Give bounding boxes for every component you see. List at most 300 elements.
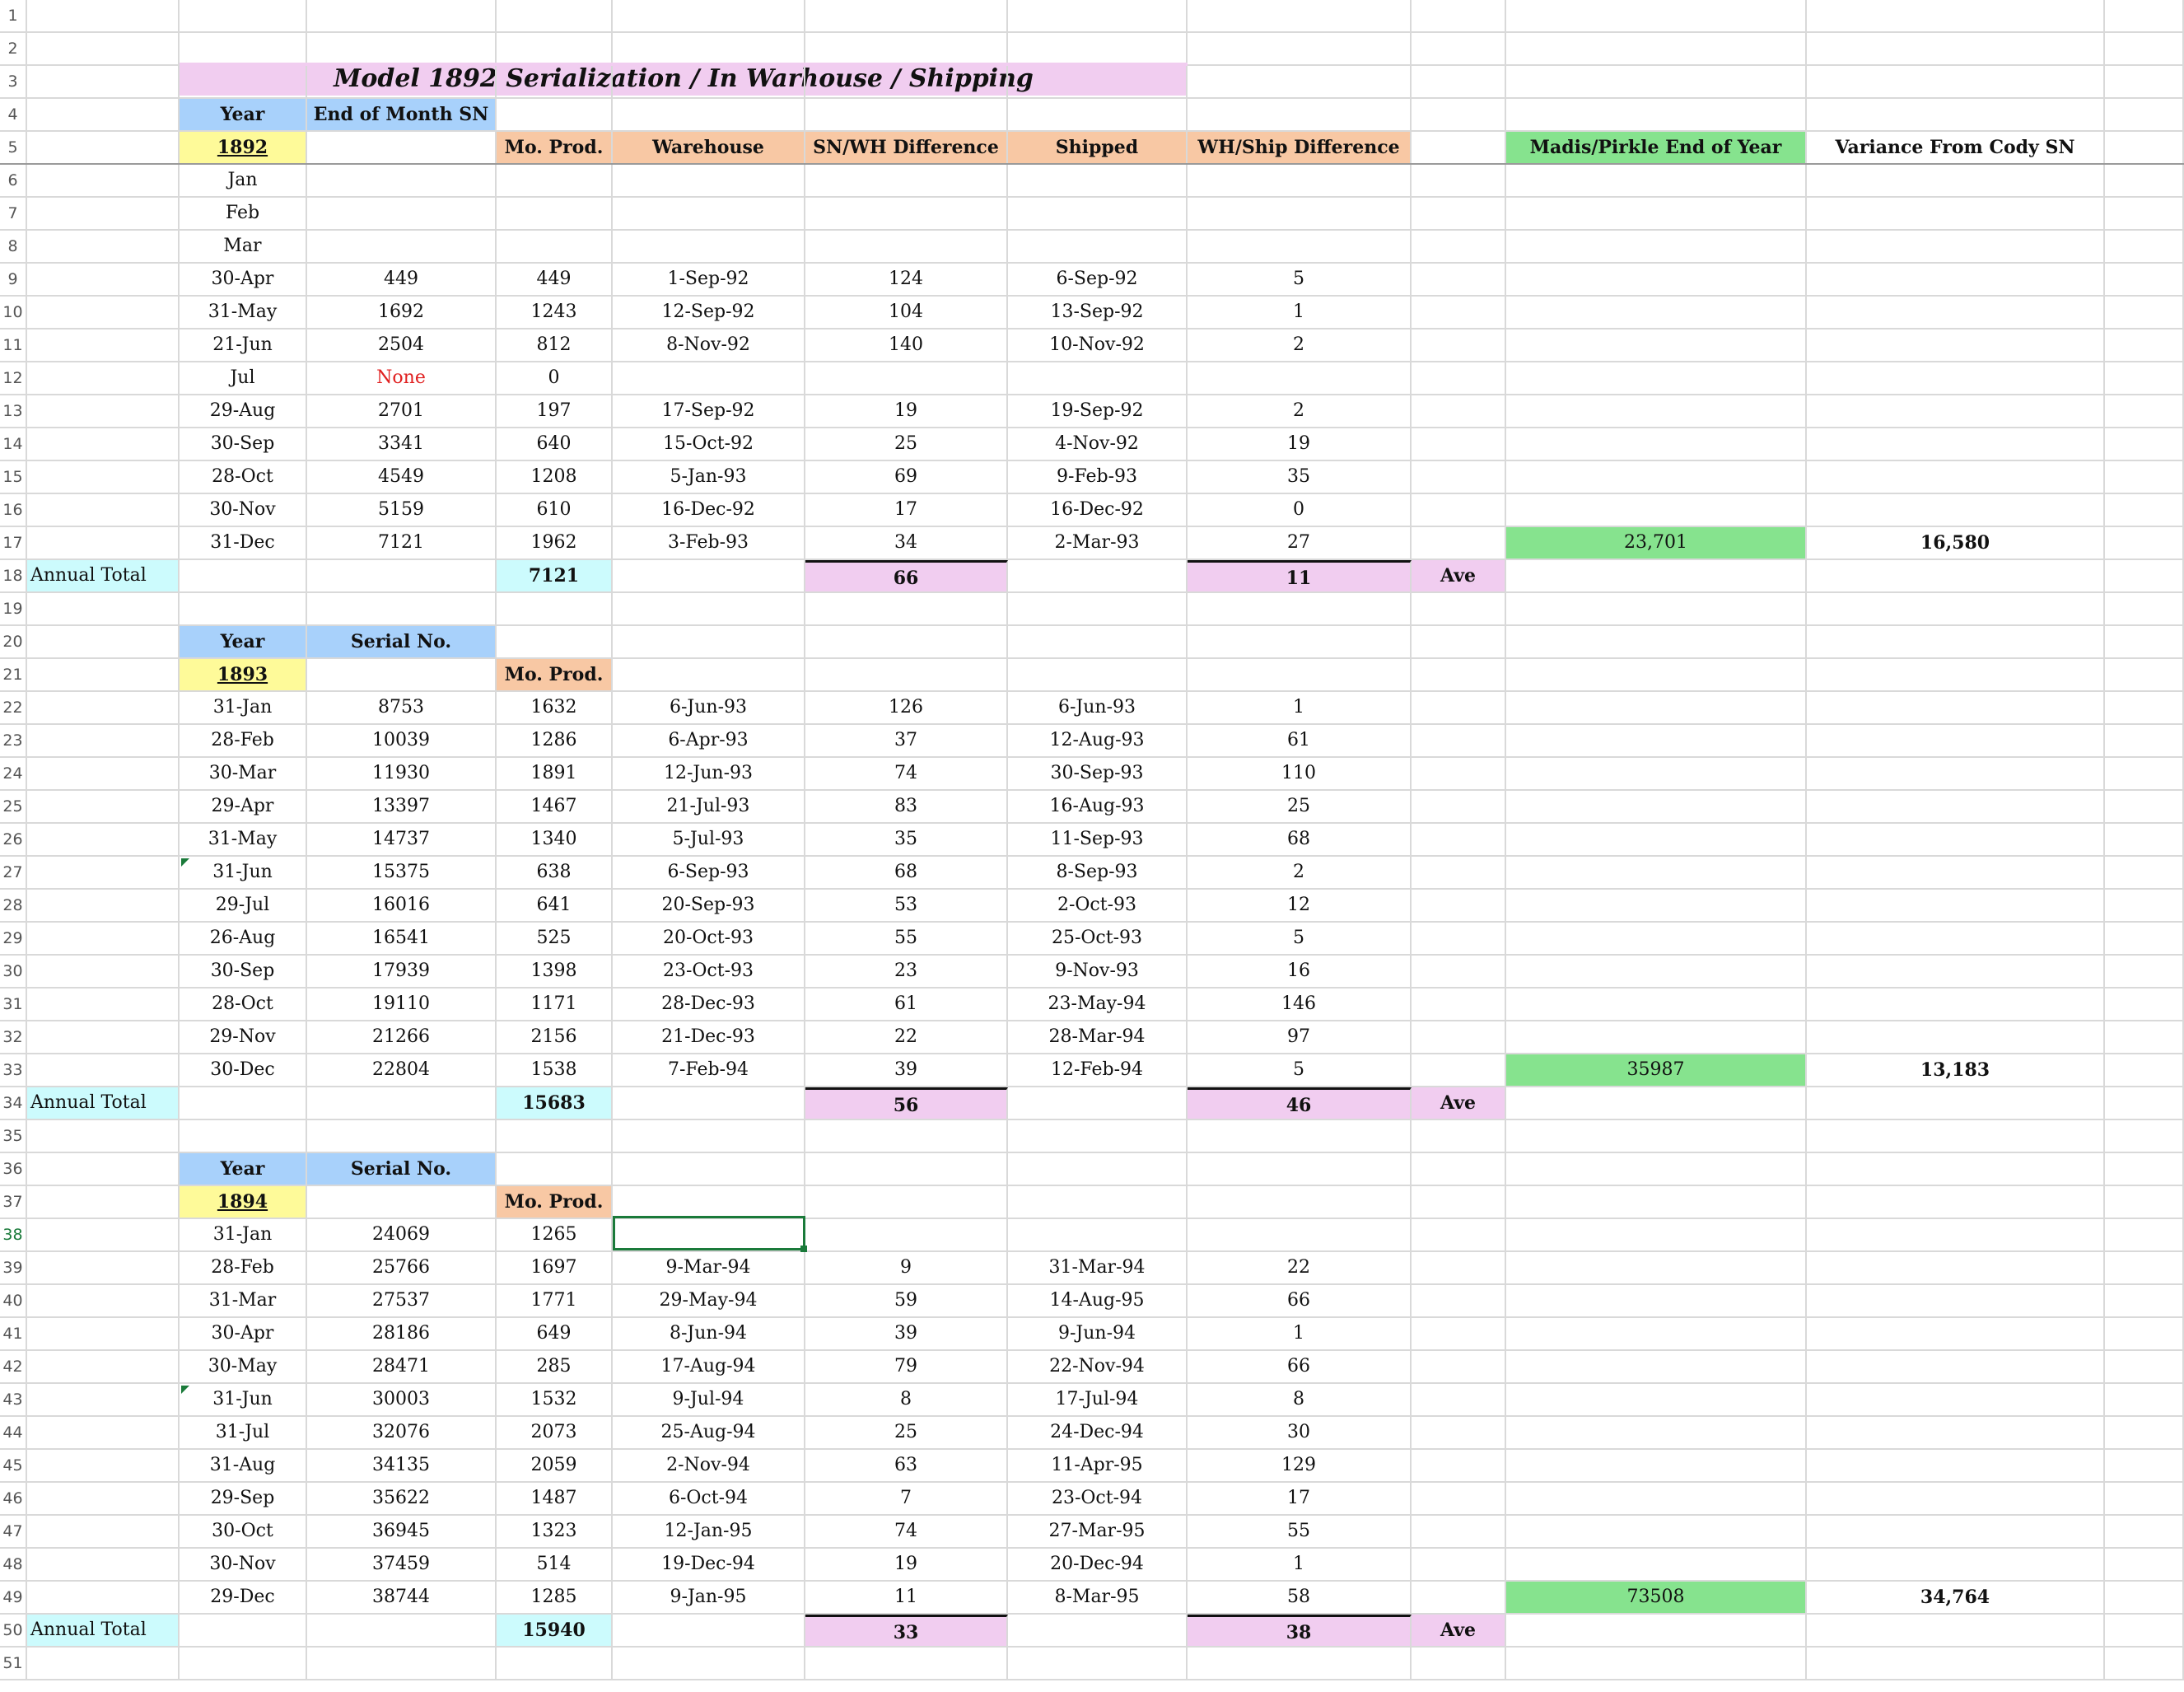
cell[interactable] [2105,593,2184,624]
cell[interactable] [2105,626,2184,657]
madis-pirkle-value[interactable]: 23,701 [1506,527,1807,559]
cell[interactable] [805,66,1008,97]
cell[interactable] [180,0,307,31]
cell[interactable] [1807,560,2105,591]
cell[interactable] [2105,1417,2184,1448]
row-number[interactable]: 29 [0,923,27,954]
variance-value[interactable]: 34,764 [1807,1582,2105,1613]
shipped-cell[interactable]: 4-Nov-92 [1008,428,1188,460]
shipped-cell[interactable]: 11-Sep-93 [1008,824,1188,855]
cell[interactable] [180,1648,307,1679]
mo-prod-cell[interactable] [497,198,613,229]
shipped-cell[interactable]: 12-Feb-94 [1008,1054,1188,1086]
warehouse-cell[interactable]: 3-Feb-93 [613,527,805,559]
mo-prod-cell[interactable]: 1398 [497,956,613,987]
cell[interactable] [1506,824,1807,855]
annual-total-value[interactable]: 15683 [497,1087,613,1119]
cell[interactable] [1188,1120,1412,1152]
cell[interactable] [2105,165,2184,196]
cell[interactable] [1506,1186,1807,1218]
cell[interactable] [1506,1252,1807,1283]
shipped-cell[interactable]: 9-Nov-93 [1008,956,1188,987]
comment-indicator-icon[interactable] [181,1386,189,1394]
row-number[interactable]: 22 [0,692,27,723]
sn-wh-diff-cell[interactable]: 59 [805,1285,1008,1316]
shipped-cell[interactable] [1008,231,1188,262]
cell[interactable] [1807,1186,2105,1218]
cell[interactable] [27,1285,180,1316]
cell[interactable] [180,1615,307,1646]
cell[interactable] [27,231,180,262]
cell[interactable] [1506,33,1807,64]
cell[interactable] [27,1582,180,1613]
serial-cell[interactable]: 5159 [307,494,497,526]
shipped-cell[interactable]: 9-Jun-94 [1008,1318,1188,1349]
cell[interactable] [1506,0,1807,31]
cell[interactable] [1188,33,1412,64]
cell[interactable] [27,527,180,559]
sn-wh-diff-cell[interactable]: 126 [805,692,1008,723]
cell[interactable] [1807,362,2105,394]
cell[interactable] [1807,923,2105,954]
warehouse-cell[interactable]: 6-Sep-93 [613,857,805,888]
serial-cell[interactable]: 16016 [307,890,497,921]
cell[interactable] [180,593,307,624]
sn-wh-diff-cell[interactable]: 69 [805,461,1008,493]
month-cell[interactable]: 31-Dec [180,527,307,559]
cell[interactable] [1807,494,2105,526]
cell[interactable] [1412,758,1506,789]
cell[interactable] [1807,1384,2105,1415]
row-number[interactable]: 9 [0,264,27,295]
row-number[interactable]: 44 [0,1417,27,1448]
mo-prod-cell[interactable]: 1532 [497,1384,613,1415]
serial-cell[interactable]: 28186 [307,1318,497,1349]
cell[interactable] [1506,1021,1807,1053]
cell[interactable] [2105,132,2184,163]
warehouse-header[interactable]: Warehouse [613,132,805,163]
sn-wh-diff-cell[interactable]: 68 [805,857,1008,888]
cell[interactable] [1008,659,1188,690]
cell[interactable] [1412,890,1506,921]
shipped-cell[interactable]: 17-Jul-94 [1008,1384,1188,1415]
wh-ship-diff-cell[interactable]: 2 [1188,395,1412,427]
wh-ship-diff-cell[interactable]: 5 [1188,923,1412,954]
month-cell[interactable]: 28-Feb [180,1252,307,1283]
serial-cell[interactable]: 14737 [307,824,497,855]
cell[interactable] [1506,560,1807,591]
warehouse-cell[interactable] [613,198,805,229]
row-number[interactable]: 17 [0,527,27,559]
month-cell[interactable]: Jul [180,362,307,394]
wh-ship-diff-cell[interactable]: 25 [1188,791,1412,822]
serial-cell[interactable]: None [307,362,497,394]
cell[interactable] [2105,99,2184,130]
shipped-cell[interactable]: 13-Sep-92 [1008,297,1188,328]
cell[interactable] [1807,1615,2105,1646]
cell[interactable] [1807,99,2105,130]
month-cell[interactable]: 30-Dec [180,1054,307,1086]
serial-cell[interactable]: 13397 [307,791,497,822]
mo-prod-cell[interactable]: 2059 [497,1450,613,1481]
sn-wh-average[interactable]: 56 [805,1087,1008,1119]
shipped-cell[interactable]: 30-Sep-93 [1008,758,1188,789]
cell[interactable] [1506,1417,1807,1448]
year-value[interactable]: 1892 [180,132,307,163]
cell[interactable] [805,1648,1008,1679]
cell[interactable] [2105,33,2184,64]
serial-cell[interactable]: 16541 [307,923,497,954]
row-number[interactable]: 27 [0,857,27,888]
cell[interactable] [2105,527,2184,559]
cell[interactable] [2105,1450,2184,1481]
cell[interactable] [613,1615,805,1646]
cell[interactable] [27,1450,180,1481]
wh-ship-diff-cell[interactable] [1188,362,1412,394]
row-number[interactable]: 36 [0,1153,27,1185]
cell[interactable] [1506,1648,1807,1679]
cell[interactable] [2105,758,2184,789]
cell[interactable] [2105,1483,2184,1514]
month-cell[interactable]: Feb [180,198,307,229]
month-cell[interactable]: 29-Sep [180,1483,307,1514]
cell[interactable] [307,0,497,31]
wh-ship-difference-header[interactable]: WH/Ship Difference [1188,132,1412,163]
madis-pirkle-value[interactable]: 35987 [1506,1054,1807,1086]
cell[interactable] [27,66,180,97]
warehouse-cell[interactable]: 21-Jul-93 [613,791,805,822]
wh-ship-diff-cell[interactable]: 2 [1188,857,1412,888]
cell[interactable] [613,1120,805,1152]
cell[interactable] [1412,297,1506,328]
serial-cell[interactable]: 4549 [307,461,497,493]
shipped-cell[interactable]: 23-Oct-94 [1008,1483,1188,1514]
month-cell[interactable]: 29-Dec [180,1582,307,1613]
shipped-cell[interactable]: 23-May-94 [1008,989,1188,1020]
warehouse-cell[interactable]: 15-Oct-92 [613,428,805,460]
cell[interactable] [1807,1252,2105,1283]
cell[interactable] [1506,395,1807,427]
serial-cell[interactable]: 37459 [307,1549,497,1580]
cell[interactable] [1807,725,2105,756]
month-cell[interactable]: 30-Nov [180,494,307,526]
cell[interactable] [27,725,180,756]
row-number[interactable]: 19 [0,593,27,624]
wh-ship-diff-cell[interactable]: 1 [1188,1549,1412,1580]
row-number[interactable]: 42 [0,1351,27,1382]
cell[interactable] [1807,791,2105,822]
mo-prod-cell[interactable]: 449 [497,264,613,295]
cell[interactable] [1506,857,1807,888]
mo-prod-cell[interactable]: 649 [497,1318,613,1349]
warehouse-cell[interactable]: 25-Aug-94 [613,1417,805,1448]
cell[interactable] [1008,1186,1188,1218]
cell[interactable] [1807,626,2105,657]
wh-ship-diff-cell[interactable]: 27 [1188,527,1412,559]
warehouse-cell[interactable]: 19-Dec-94 [613,1549,805,1580]
wh-ship-diff-cell[interactable]: 110 [1188,758,1412,789]
cell[interactable] [1506,198,1807,229]
cell[interactable] [1188,0,1412,31]
cell[interactable] [180,66,307,97]
serial-cell[interactable]: 2701 [307,395,497,427]
cell[interactable] [1506,1549,1807,1580]
cell[interactable] [497,33,613,64]
serial-cell[interactable]: 24069 [307,1219,497,1250]
cell[interactable] [307,132,497,163]
row-number[interactable]: 48 [0,1549,27,1580]
cell[interactable] [1412,824,1506,855]
row-number[interactable]: 41 [0,1318,27,1349]
cell[interactable] [1008,1120,1188,1152]
wh-ship-diff-cell[interactable]: 1 [1188,1318,1412,1349]
cell[interactable] [27,758,180,789]
serial-cell[interactable]: 21266 [307,1021,497,1053]
warehouse-cell[interactable]: 5-Jan-93 [613,461,805,493]
ave-label[interactable]: Ave [1412,1087,1506,1119]
cell[interactable] [1008,0,1188,31]
cell[interactable] [1412,1219,1506,1250]
cell[interactable] [27,989,180,1020]
wh-ship-average[interactable]: 38 [1188,1615,1412,1646]
month-cell[interactable]: 31-Mar [180,1285,307,1316]
cell[interactable] [27,1417,180,1448]
row-number[interactable]: 28 [0,890,27,921]
serial-cell[interactable]: 32076 [307,1417,497,1448]
end-of-month-sn-header[interactable]: End of Month SN [307,99,497,130]
cell[interactable] [1506,1384,1807,1415]
warehouse-cell[interactable]: 12-Jan-95 [613,1516,805,1547]
shipped-cell[interactable]: 11-Apr-95 [1008,1450,1188,1481]
cell[interactable] [805,33,1008,64]
sn-wh-diff-cell[interactable]: 35 [805,824,1008,855]
serial-cell[interactable]: 3341 [307,428,497,460]
cell[interactable] [1807,1021,2105,1053]
cell[interactable] [2105,791,2184,822]
sn-wh-diff-cell[interactable]: 25 [805,428,1008,460]
cell[interactable] [1008,99,1188,130]
warehouse-cell[interactable]: 1-Sep-92 [613,264,805,295]
warehouse-cell[interactable]: 9-Mar-94 [613,1252,805,1283]
year-header[interactable]: Year [180,1153,307,1185]
sn-wh-diff-cell[interactable]: 19 [805,395,1008,427]
cell[interactable] [1807,231,2105,262]
ave-label[interactable]: Ave [1412,1615,1506,1646]
warehouse-cell[interactable]: 8-Nov-92 [613,330,805,361]
wh-ship-diff-cell[interactable]: 68 [1188,824,1412,855]
row-number[interactable]: 21 [0,659,27,690]
row-number[interactable]: 20 [0,626,27,657]
serial-cell[interactable] [307,165,497,196]
sn-wh-diff-cell[interactable]: 83 [805,791,1008,822]
mo-prod-cell[interactable]: 1285 [497,1582,613,1613]
wh-ship-diff-cell[interactable]: 30 [1188,1417,1412,1448]
mo-prod-cell[interactable]: 2156 [497,1021,613,1053]
annual-total-label[interactable]: Annual Total [27,560,180,591]
cell[interactable] [1807,330,2105,361]
cell[interactable] [2105,1252,2184,1283]
mo-prod-cell[interactable]: 1697 [497,1252,613,1283]
cell[interactable] [2105,428,2184,460]
row-number[interactable]: 34 [0,1087,27,1119]
cell[interactable] [27,857,180,888]
cell[interactable] [1008,593,1188,624]
serial-cell[interactable]: 8753 [307,692,497,723]
annual-total-value[interactable]: 15940 [497,1615,613,1646]
month-cell[interactable]: 31-Jun [180,857,307,888]
cell[interactable] [1188,626,1412,657]
cell[interactable] [1412,1054,1506,1086]
row-number[interactable]: 39 [0,1252,27,1283]
cell[interactable] [27,297,180,328]
row-number[interactable]: 47 [0,1516,27,1547]
month-cell[interactable]: 31-Jun [180,1384,307,1415]
wh-ship-diff-cell[interactable]: 58 [1188,1582,1412,1613]
sn-wh-diff-cell[interactable] [805,165,1008,196]
row-number[interactable]: 14 [0,428,27,460]
cell[interactable] [1412,264,1506,295]
sn-wh-diff-cell[interactable] [805,362,1008,394]
cell[interactable] [1412,461,1506,493]
sn-wh-diff-cell[interactable]: 9 [805,1252,1008,1283]
cell[interactable] [27,0,180,31]
cell[interactable] [1807,1549,2105,1580]
cell[interactable] [1807,1318,2105,1349]
warehouse-cell[interactable]: 16-Dec-92 [613,494,805,526]
cell[interactable] [497,626,613,657]
row-number[interactable]: 11 [0,330,27,361]
cell[interactable] [805,1186,1008,1218]
cell[interactable] [497,99,613,130]
cell[interactable] [1412,527,1506,559]
shipped-cell[interactable]: 16-Aug-93 [1008,791,1188,822]
cell[interactable] [180,1120,307,1152]
cell[interactable] [1506,362,1807,394]
fill-handle[interactable] [800,1246,807,1252]
cell[interactable] [1412,1318,1506,1349]
cell[interactable] [1412,231,1506,262]
cell[interactable] [1412,1186,1506,1218]
cell[interactable] [27,395,180,427]
shipped-cell[interactable] [1008,198,1188,229]
cell[interactable] [1506,165,1807,196]
shipped-cell[interactable]: 2-Mar-93 [1008,527,1188,559]
row-number[interactable]: 40 [0,1285,27,1316]
cell[interactable] [1412,1417,1506,1448]
cell[interactable] [307,593,497,624]
wh-ship-diff-cell[interactable]: 1 [1188,297,1412,328]
cell[interactable] [2105,890,2184,921]
cell[interactable] [1506,626,1807,657]
cell[interactable] [1807,1483,2105,1514]
warehouse-cell[interactable]: 6-Jun-93 [613,692,805,723]
row-number[interactable]: 32 [0,1021,27,1053]
wh-ship-diff-cell[interactable]: 61 [1188,725,1412,756]
cell[interactable] [1807,66,2105,97]
shipped-cell[interactable]: 14-Aug-95 [1008,1285,1188,1316]
wh-ship-diff-cell[interactable]: 17 [1188,1483,1412,1514]
cell[interactable] [497,1648,613,1679]
cell[interactable] [27,1252,180,1283]
ave-label[interactable]: Ave [1412,560,1506,591]
mo-prod-cell[interactable]: 1632 [497,692,613,723]
cell[interactable] [2105,231,2184,262]
cell[interactable] [1412,857,1506,888]
cell[interactable] [2105,395,2184,427]
cell[interactable] [27,1219,180,1250]
cell[interactable] [27,593,180,624]
cell[interactable] [497,66,613,97]
row-number[interactable]: 25 [0,791,27,822]
row-number[interactable]: 26 [0,824,27,855]
annual-total-label[interactable]: Annual Total [27,1615,180,1646]
cell[interactable] [1412,395,1506,427]
sn-wh-average[interactable]: 33 [805,1615,1008,1646]
warehouse-cell[interactable]: 12-Sep-92 [613,297,805,328]
sn-wh-diff-cell[interactable]: 79 [805,1351,1008,1382]
cell[interactable] [1412,198,1506,229]
cell[interactable] [2105,66,2184,97]
month-cell[interactable]: Jan [180,165,307,196]
cell[interactable] [27,165,180,196]
cell[interactable] [2105,0,2184,31]
cell[interactable] [1506,692,1807,723]
row-number[interactable]: 1 [0,0,27,31]
row-number[interactable]: 7 [0,198,27,229]
month-cell[interactable]: 31-Jan [180,1219,307,1250]
cell[interactable] [1506,66,1807,97]
cell[interactable] [180,1087,307,1119]
mo-prod-cell[interactable]: 514 [497,1549,613,1580]
month-cell[interactable]: 26-Aug [180,923,307,954]
warehouse-cell[interactable]: 7-Feb-94 [613,1054,805,1086]
serial-cell[interactable]: 38744 [307,1582,497,1613]
cell[interactable] [27,494,180,526]
shipped-cell[interactable] [1008,362,1188,394]
serial-cell[interactable]: 34135 [307,1450,497,1481]
shipped-cell[interactable]: 28-Mar-94 [1008,1021,1188,1053]
cell[interactable] [1412,593,1506,624]
cell[interactable] [2105,494,2184,526]
serial-cell[interactable]: 1692 [307,297,497,328]
cell[interactable] [1506,99,1807,130]
row-number[interactable]: 13 [0,395,27,427]
cell[interactable] [1412,1450,1506,1481]
mo-prod-cell[interactable]: 1171 [497,989,613,1020]
cell[interactable] [1008,1615,1188,1646]
serial-cell[interactable]: 11930 [307,758,497,789]
cell[interactable] [1807,1153,2105,1185]
serial-cell[interactable]: 25766 [307,1252,497,1283]
shipped-cell[interactable]: 16-Dec-92 [1008,494,1188,526]
wh-ship-diff-cell[interactable]: 8 [1188,1384,1412,1415]
cell[interactable] [613,1186,805,1218]
month-cell[interactable]: 30-Nov [180,1549,307,1580]
shipped-cell[interactable]: 6-Jun-93 [1008,692,1188,723]
cell[interactable] [805,0,1008,31]
year-header[interactable]: Year [180,99,307,130]
wh-ship-diff-cell[interactable]: 1 [1188,692,1412,723]
row-number[interactable]: 31 [0,989,27,1020]
sn-wh-difference-header[interactable]: SN/WH Difference [805,132,1008,163]
cell[interactable] [1412,1351,1506,1382]
wh-ship-diff-cell[interactable]: 12 [1188,890,1412,921]
cell[interactable] [805,99,1008,130]
wh-ship-diff-cell[interactable]: 146 [1188,989,1412,1020]
serial-cell[interactable]: 19110 [307,989,497,1020]
sn-wh-diff-cell[interactable]: 74 [805,1516,1008,1547]
serial-cell[interactable]: 36945 [307,1516,497,1547]
